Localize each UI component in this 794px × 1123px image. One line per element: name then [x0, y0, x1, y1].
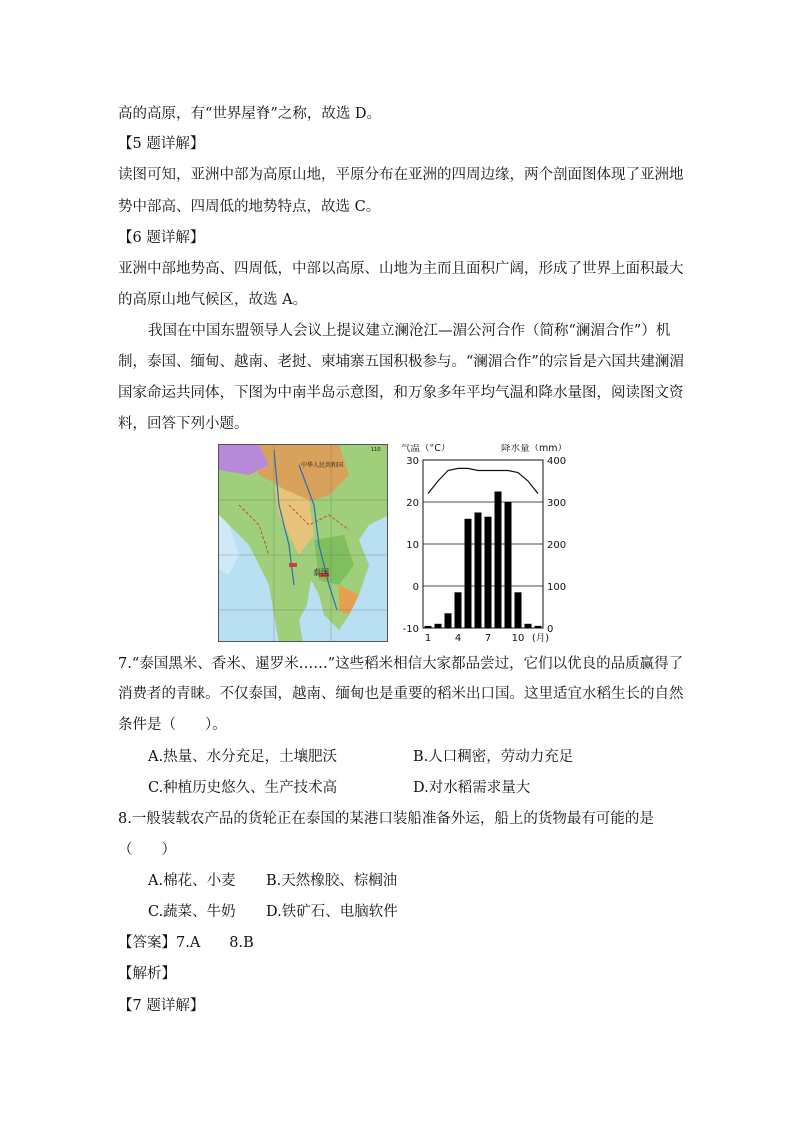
section-heading: 【7 题详解】 — [118, 998, 205, 1014]
month-tick-label: 1 — [424, 633, 432, 644]
precip-bar — [525, 624, 532, 628]
q8-option-a: A.棉花、小麦 — [148, 873, 236, 889]
left-axis-label: 气温（°C） — [401, 444, 451, 454]
month-tick-label: 10 — [511, 633, 525, 644]
q8-option-d: D.铁矿石、电脑软件 — [266, 904, 398, 920]
precip-bar — [475, 513, 482, 629]
question-line: 条件是（ ）。 — [118, 717, 227, 733]
month-unit-label: (月) — [532, 633, 549, 644]
precip-bar — [435, 624, 442, 628]
precip-bar — [445, 613, 452, 628]
temp-tick-label: 0 — [412, 582, 419, 593]
map-label-longitude: 110 — [371, 447, 381, 453]
question-line: 消费者的青睐。不仅泰国，越南、缅甸也是重要的稻米出口国。这里适宜水稻生长的自然 — [118, 686, 684, 702]
paragraph-line: 制，泰国、缅甸、越南、老挝、柬埔寨五国积极参与。“澜湄合作”的宗旨是六国共建澜湄 — [118, 354, 684, 370]
month-tick-label: 4 — [454, 633, 462, 644]
analysis-heading: 【解析】 — [118, 966, 176, 982]
precip-tick-label: 0 — [547, 624, 554, 635]
question-line: 8.一般装载农产品的货轮正在泰国的某港口装船准备外运，船上的货物最有可能的是 — [118, 811, 654, 827]
precip-bar — [425, 626, 432, 628]
q7-option-b: B.人口稠密，劳动力充足 — [413, 749, 574, 765]
precip-tick-label: 400 — [547, 456, 567, 467]
figure — [218, 444, 578, 644]
text-line: 的高原山地气候区，故选 A。 — [118, 292, 308, 308]
q7-option-a: A.热量、水分充足，土壤肥沃 — [148, 749, 338, 765]
map-label-thailand: 泰国 — [313, 568, 329, 577]
precip-tick-label: 100 — [547, 582, 567, 593]
temp-tick-label: -10 — [402, 624, 419, 635]
paragraph-line: 料，回答下列小题。 — [118, 416, 249, 432]
temp-tick-label: 10 — [406, 540, 419, 551]
precip-bar — [465, 519, 472, 628]
paragraph-line: 我国在中国东盟领导人会议上提议建立澜沧江—湄公河合作（简称“澜湄合作”）机 — [148, 323, 671, 339]
map-label-china: 中华人民共和国 — [301, 462, 344, 469]
temp-tick-label: 30 — [406, 456, 419, 467]
text-line: 高的高原，有“世界屋脊”之称，故选 D。 — [118, 106, 382, 122]
climate-chart — [398, 444, 578, 644]
temp-tick-label: 20 — [406, 498, 419, 509]
q8-option-b: B.天然橡胶、棕榈油 — [266, 873, 398, 889]
precip-bar — [535, 626, 542, 628]
precip-tick-label: 200 — [547, 540, 567, 551]
month-tick-label: 7 — [484, 633, 492, 644]
text-line: 读图可知，亚洲中部为高原山地，平原分布在亚洲的四周边缘，两个剖面图体现了亚洲地 — [118, 167, 684, 183]
question-line: （ ） — [118, 842, 176, 858]
right-axis-label: 降水量（mm） — [501, 444, 568, 454]
section-heading: 【5 题详解】 — [118, 136, 205, 152]
answer-line: 【答案】7.A 8.B — [118, 935, 254, 951]
text-line: 势中部高、四周低的地势特点，故选 C。 — [118, 199, 381, 215]
precip-bar — [455, 592, 462, 628]
indochina-map — [218, 444, 388, 642]
q8-option-c: C.蔬菜、牛奶 — [148, 904, 236, 920]
precip-bar — [495, 492, 502, 629]
precip-bar — [515, 592, 522, 628]
section-heading: 【6 题详解】 — [118, 230, 205, 246]
q7-option-d: D.对水稻需求量大 — [413, 780, 531, 796]
question-line: 7.“泰国黑米、香米、暹罗米……”这些稻米相信大家都品尝过，它们以优良的品质赢得了 — [118, 656, 684, 672]
precip-bar — [505, 502, 512, 628]
text-line: 亚洲中部地势高、四周低，中部以高原、山地为主而且面积广阔，形成了世界上面积最大 — [118, 261, 684, 277]
q7-option-c: C.种植历史悠久、生产技术高 — [148, 780, 338, 796]
temperature-line — [428, 468, 538, 493]
precip-tick-label: 300 — [547, 498, 567, 509]
precip-bar — [485, 517, 492, 628]
paragraph-line: 国家命运共同体，下图为中南半岛示意图，和万象多年平均气温和降水量图，阅读图文资 — [118, 385, 684, 401]
